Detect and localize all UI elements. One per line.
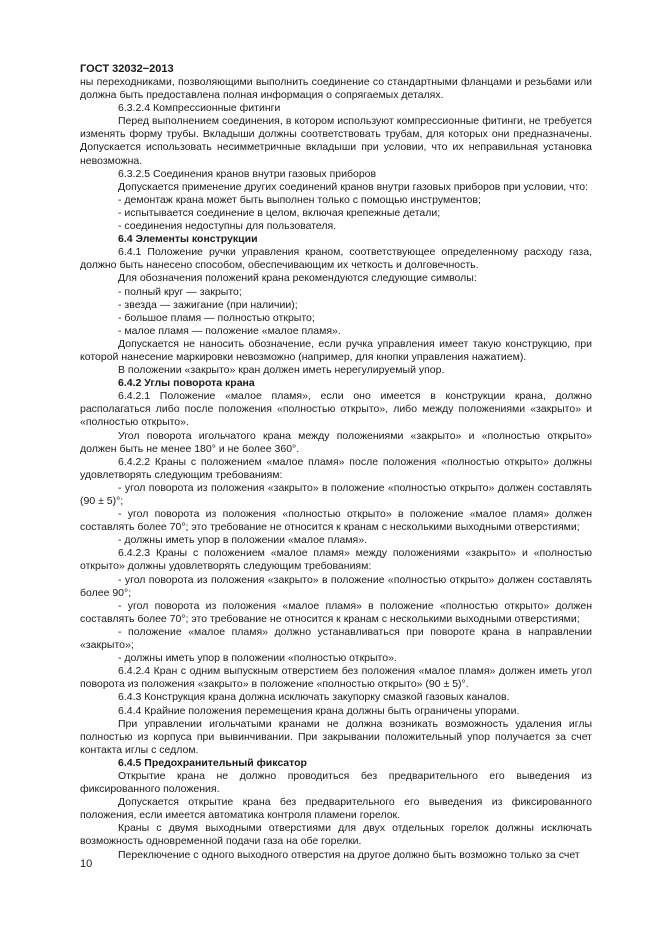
paragraph: Допускается не наносить обозначение, если ручка управления имеет такую конструкцию, при которой нанесение маркировки невозможно (например, для кнопки управления нажатием). [80, 337, 592, 363]
section-heading: 6.4.2 Углы поворота крана [118, 377, 255, 390]
paragraph: - звезда — зажигание (при наличии); [118, 298, 298, 311]
paragraph: 6.3.2.4 Компрессионные фитинги [118, 102, 281, 115]
paragraph: - демонтаж крана может быть выполнен только с помощью инструментов; [118, 193, 481, 206]
paragraph: 6.4.1 Положение ручки управления краном, соответствующее определенному расходу газа, должно быть нанесено способом, обеспечивающим их четкость и долговечность. [80, 246, 592, 272]
paragraph: Переключение с одного выходного отверстия на другое должно быть возможно только за счет [118, 848, 580, 861]
paragraph: - угол поворота из положения «малое пламя» в положение «полностью открыто» должен составлять более 70°; это требование не относится к кранам с несколькими выходными отверстиями; [80, 599, 592, 625]
paragraph: 6.4.2.4 Кран с одним выпускным отверстием без положения «малое пламя» должен иметь угол поворота из положения «закрыто» в положение «полностью открыто» (90 ± 5)°. [80, 665, 592, 691]
paragraph: Краны с двумя выходными отверстиями для двух отдельных горелок должны исключать возможность одновременной подачи газа на обе горелки. [80, 822, 592, 848]
paragraph: - угол поворота из положения «закрыто» в положение «полностью открыто» должен составлять более 90°; [80, 573, 592, 599]
paragraph: 6.4.2.3 Краны с положением «малое пламя» между положениями «закрыто» и «полностью открыто» должны удовлетворять следующим требованиям: [80, 547, 592, 573]
paragraph: 6.4.2.2 Краны с положением «малое пламя» после положения «полностью открыто» должны удовлетворять следующим требованиям: [80, 455, 592, 481]
paragraph: Допускается открытие крана без предварительного его выведения из фиксированного положения, если имеется автоматика контроля пламени горелок. [80, 796, 592, 822]
document-body [80, 76, 592, 862]
paragraph: Угол поворота игольчатого крана между положениями «закрыто» и «полностью открыто» должен быть не менее 180° и не более 360°. [80, 429, 592, 455]
paragraph: - должны иметь упор в положении «полностью открыто». [118, 652, 397, 665]
page-number: 10 [80, 858, 93, 870]
paragraph: - малое пламя — положение «малое пламя». [118, 324, 341, 337]
paragraph: 6.4.2.1 Положение «малое пламя», если оно имеется в конструкции крана, должно располагаться либо после положения «полностью открыто», либо между положениями «закрыто» и «полностью открыто». [80, 390, 592, 429]
paragraph: 6.3.2.5 Соединения кранов внутри газовых приборов [118, 167, 377, 180]
paragraph: - положение «малое пламя» должно устанавливаться при повороте крана в направлении «закрыто»; [80, 625, 592, 652]
paragraph: - полный круг — закрыто; [118, 285, 242, 298]
paragraph: - угол поворота из положения «закрыто» в положение «полностью открыто» должен составлять (90 ± 5)°; [80, 481, 592, 507]
section-heading: 6.4 Элементы конструкции [118, 233, 258, 246]
paragraph: - соединения недоступны для пользователя. [118, 220, 337, 233]
section-heading: 6.4.5 Предохранительный фиксатор [118, 756, 307, 769]
paragraph: Перед выполнением соединения, в котором используют компрессионные фитинги, не требуется изменять форму трубы. Вкладыши должны соответствовать трубам, для которых они предназначены. Допускается использовать несимметричные вкладыши при условии, что их неправильная установка невозможна. [80, 115, 592, 167]
paragraph: 6.4.3 Конструкция крана должна исключать закупорку смазкой газовых каналов. [118, 691, 510, 704]
paragraph: - испытывается соединение в целом, включая крепежные детали; [118, 206, 441, 219]
paragraph: - угол поворота из положения «полностью открыто» в положение «малое пламя» должен составлять более 70°; это требование не относится к кранам с несколькими выходными отверстиями; [80, 508, 592, 534]
paragraph: Допускается применение других соединений кранов внутри газовых приборов при условии, что: [118, 180, 589, 193]
paragraph: При управлении игольчатыми кранами не должна возникать возможность удаления иглы полностью из корпуса при вывинчивании. При закрывании положительный упор получается за счет контакта иглы с седлом. [80, 717, 592, 756]
standard-header: ГОСТ 32032−2013 [80, 63, 174, 75]
paragraph: ны переходниками, позволяющими выполнить соединение со стандартными фланцами и резьбами или должна быть предоставлена полная информация о сопрягаемых деталях. [80, 76, 592, 102]
paragraph: Для обозначения положений крана рекомендуются следующие символы: [118, 272, 477, 285]
paragraph: 6.4.4 Крайние положения перемещения крана должны быть ограничены упорами. [118, 704, 520, 717]
paragraph: - должны иметь упор в положении «малое пламя». [118, 534, 367, 547]
paragraph: В положении «закрыто» кран должен иметь нерегулируемый упор. [118, 364, 445, 377]
paragraph: Открытие крана не должно проводиться без предварительного его выведения из фиксированного положения. [80, 769, 592, 796]
paragraph: - большое пламя — полностью открыто; [118, 311, 315, 324]
